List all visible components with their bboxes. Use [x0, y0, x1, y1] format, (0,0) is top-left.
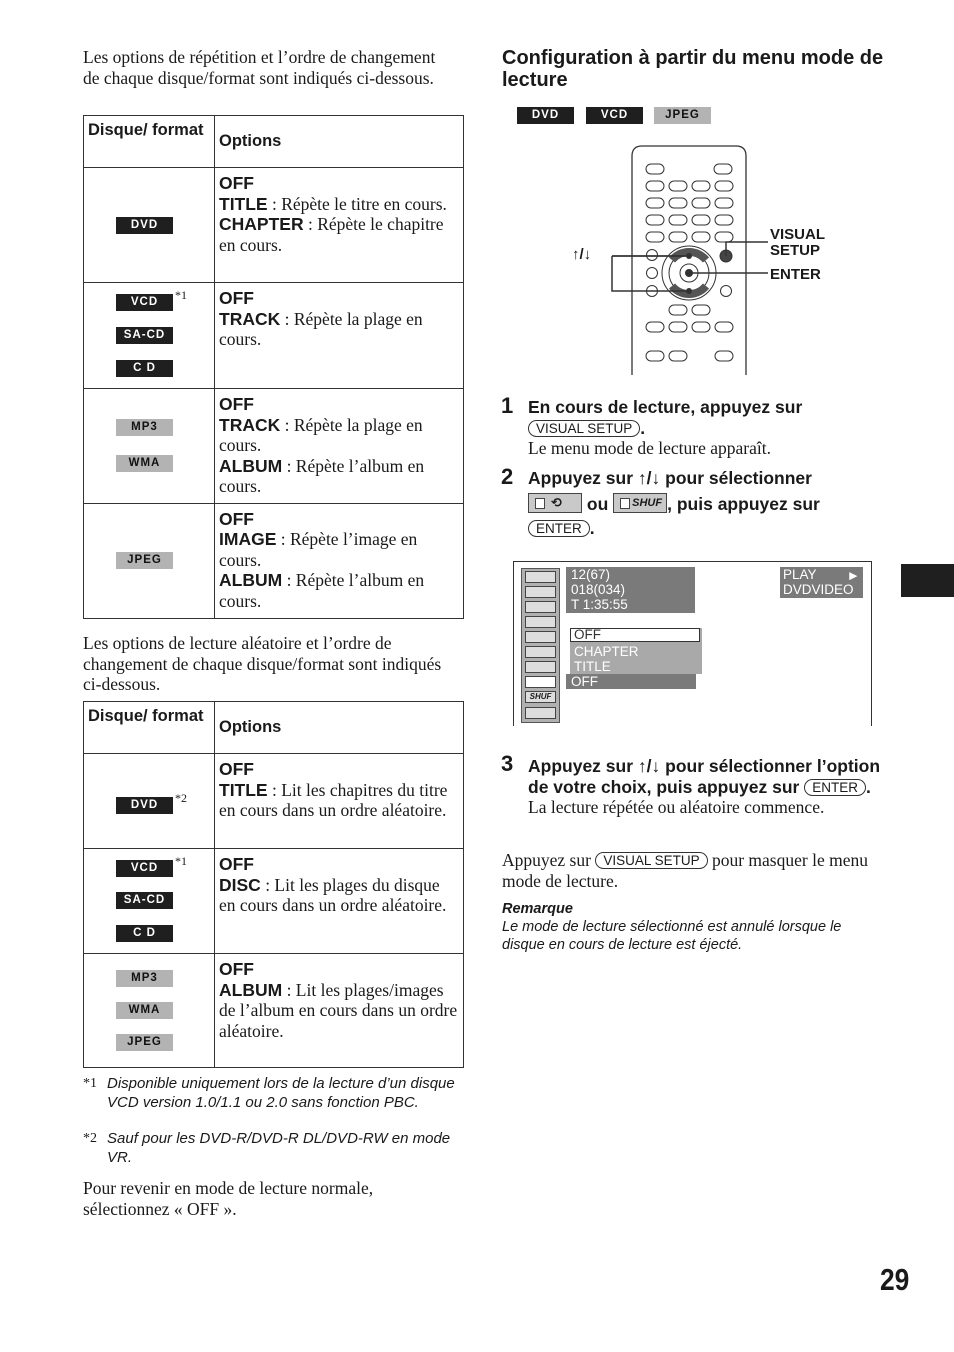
footnote — [83, 1075, 473, 1112]
disc-type: DVDVIDEO — [783, 582, 854, 597]
option-keyword: ALBUM — [219, 979, 283, 1000]
sacd-badge: SA-CD — [116, 892, 173, 909]
play-status-box — [780, 567, 863, 598]
option-keyword: TITLE — [219, 779, 268, 800]
setup-label: SETUP — [770, 242, 821, 259]
step-3 — [528, 756, 888, 818]
footnote-ref: *1 — [175, 288, 187, 302]
footnote-text: Sauf pour les DVD-R/DVD-R DL/DVD-RW en mode VR. — [107, 1130, 451, 1166]
outro-text: Pour revenir en mode de lecture normale, sélectionnez « OFF ». — [83, 1178, 374, 1219]
option-keyword: OFF — [219, 854, 254, 874]
repeat-glyph-icon: ⟲ — [551, 494, 562, 510]
audio-icon — [525, 616, 556, 628]
time-icon — [525, 601, 556, 613]
step-2 — [528, 468, 898, 539]
table-header-format: Disque/ format — [84, 116, 215, 168]
mp3-badge: MP3 — [116, 970, 173, 987]
remark-title: Remarque — [502, 901, 573, 917]
option-description: : Répète l’album en cours. — [219, 570, 425, 611]
shuf-label: SHUF — [632, 496, 663, 509]
step-1 — [528, 397, 888, 459]
visual-setup-label — [770, 227, 825, 259]
options-cell — [215, 168, 464, 283]
jpeg-badge: JPEG — [116, 552, 173, 569]
settings-icon — [525, 707, 556, 719]
option-description: : Lit les plages/images de l’album en cours dans un ordre aléatoire. — [219, 979, 458, 1041]
disc-icon — [525, 571, 556, 583]
info-box — [566, 567, 695, 613]
table-row — [84, 168, 464, 283]
format-cell — [84, 168, 215, 283]
hide-menu-text — [502, 850, 882, 891]
step-2-text-c: , puis appuyez sur — [667, 493, 820, 514]
chapter-counter: 018(034) — [571, 582, 626, 597]
play-mode-screen — [513, 561, 872, 726]
current-repeat-value: OFF — [566, 674, 696, 689]
vcd-badge: VCD — [116, 860, 173, 877]
option-keyword: DISC — [219, 874, 261, 895]
shuffle-options-table — [83, 701, 464, 1068]
option-keyword: TRACK — [219, 414, 281, 435]
menu-item-chapter[interactable]: CHAPTER — [574, 644, 639, 659]
option-description: : Lit les chapitres du titre en cours dans un ordre aléatoire. — [219, 779, 448, 820]
step-number: 2 — [501, 464, 514, 489]
option-description: : Répète le chapitre en cours. — [219, 214, 444, 255]
remark — [502, 900, 887, 954]
subtitle-icon — [525, 631, 556, 643]
page-tab-marker — [901, 564, 954, 597]
visual-setup-button[interactable]: VISUAL SETUP — [528, 420, 640, 437]
table-row — [84, 849, 464, 954]
options-cell — [215, 389, 464, 504]
option-keyword: OFF — [219, 173, 254, 193]
visual-setup-button[interactable]: VISUAL SETUP — [595, 852, 707, 869]
format-cell — [84, 283, 215, 389]
angle-icon — [525, 646, 556, 658]
step-1-text: En cours de lecture, appuyez sur — [528, 397, 803, 417]
dvd-badge: DVD — [116, 797, 173, 814]
cd-badge: C D — [116, 925, 173, 942]
menu-item-title[interactable]: TITLE — [574, 659, 611, 674]
step-3-tail: . — [865, 776, 871, 797]
page-number: 29 — [880, 1262, 910, 1297]
vcd-badge: VCD — [116, 294, 173, 311]
vcd-badge: VCD — [586, 107, 643, 124]
jpeg-badge: JPEG — [116, 1034, 173, 1051]
option-keyword: OFF — [219, 508, 254, 529]
shuffle-icon — [613, 493, 667, 513]
option-description: : Répète la plage en cours. — [219, 308, 423, 349]
menu-item-off[interactable]: OFF — [570, 628, 700, 642]
table-row — [84, 389, 464, 504]
option-keyword: ALBUM — [219, 455, 283, 476]
step-3-sub: La lecture répétée ou aléatoire commence. — [528, 797, 825, 817]
repeat-icon — [528, 493, 582, 513]
remark-text: Le mode de lecture sélectionné est annulé lorsque le disque en cours de lecture est éjecté. — [502, 919, 842, 953]
jpeg-badge: JPEG — [654, 107, 711, 124]
title-icon — [525, 586, 556, 598]
table-row — [84, 283, 464, 389]
updown-arrows-label: ↑/↓ — [572, 246, 592, 263]
intro-repeat: Les options de répétition et l’ordre de changement de chaque disque/format sont indiqués ci-dessous. — [83, 47, 436, 88]
option-keyword: OFF — [219, 288, 254, 308]
shuffle-icon: SHUF — [525, 691, 556, 703]
step-2-tail: . — [589, 518, 595, 538]
options-cell — [215, 283, 464, 389]
step-1-tail: . — [640, 417, 646, 438]
repeat-icon — [525, 676, 556, 688]
footnote-mark: *2 — [83, 1131, 97, 1146]
option-description: : Répète l’image en cours. — [219, 529, 418, 570]
option-description: : Répète la plage en cours. — [219, 414, 423, 455]
format-cell — [84, 954, 215, 1068]
footnote-ref: *1 — [175, 854, 187, 868]
mp3-badge: MP3 — [116, 419, 173, 436]
option-keyword: OFF — [219, 394, 254, 414]
step-3-text-a: Appuyez sur — [528, 756, 634, 776]
checkbox-icon — [535, 498, 545, 509]
table-row — [84, 754, 464, 849]
enter-button[interactable]: ENTER — [804, 779, 866, 796]
enter-button[interactable]: ENTER — [528, 520, 590, 537]
step-3-text-b: pour sélectionner l’option de votre choix, puis appuyez sur — [528, 756, 881, 797]
hide-text-b: pour masquer le menu mode de lecture. — [502, 850, 868, 891]
option-keyword: CHAPTER — [219, 214, 304, 234]
table-row — [84, 954, 464, 1068]
option-keyword: OFF — [219, 759, 254, 779]
dvd-badge: DVD — [116, 217, 173, 234]
footnote-mark: *1 — [83, 1076, 97, 1091]
options-cell — [215, 754, 464, 849]
time-readout: T 1:35:55 — [571, 597, 628, 612]
format-cell — [84, 389, 215, 504]
option-keyword: TITLE — [219, 193, 268, 214]
footnote-ref: *2 — [175, 791, 187, 805]
dvd-badge: DVD — [517, 107, 574, 124]
step-1-sub: Le menu mode de lecture apparaît. — [528, 438, 771, 458]
or-text: ou — [586, 493, 609, 514]
visual-label: VISUAL — [770, 226, 826, 243]
title-counter: 12(67) — [571, 567, 611, 582]
table-header-options: Options — [215, 702, 464, 754]
option-keyword: IMAGE — [219, 529, 277, 549]
footnote — [83, 1130, 473, 1167]
checkbox-icon — [620, 498, 630, 509]
updown-leader — [600, 250, 700, 300]
intro-shuffle: Les options de lecture aléatoire et l’ordre de changement de chaque disque/format sont indiqués ci-dessous. — [83, 633, 442, 694]
option-keyword: ALBUM — [219, 570, 283, 590]
options-cell — [215, 849, 464, 954]
table-header-options: Options — [215, 116, 464, 168]
table-row — [84, 503, 464, 618]
option-keyword: OFF — [219, 959, 254, 979]
wma-badge: WMA — [116, 1002, 173, 1019]
step-2-text-b: pour sélectionner — [660, 468, 812, 488]
wma-badge: WMA — [116, 455, 173, 472]
step-number: 1 — [501, 393, 514, 418]
option-description: : Répète le titre en cours. — [267, 193, 447, 214]
option-description: : Répète l’album en cours. — [219, 455, 425, 496]
option-description: : Lit les plages du disque en cours dans un ordre aléatoire. — [219, 874, 447, 915]
sacd-badge: SA-CD — [116, 327, 173, 344]
step-2-text-a: Appuyez sur — [528, 468, 634, 488]
options-cell — [215, 503, 464, 618]
updown-arrows: ↑/↓ — [637, 756, 661, 776]
step-number: 3 — [501, 751, 514, 776]
repeat-options-table — [83, 115, 464, 619]
footnote-text: Disponible uniquement lors de la lecture d’un disque VCD version 1.0/1.1 ou 2.0 sans fonction PBC. — [107, 1075, 455, 1111]
format-cell — [84, 754, 215, 849]
cd-badge: C D — [116, 360, 173, 377]
updown-arrows: ↑/↓ — [637, 468, 661, 488]
format-cell — [84, 849, 215, 954]
options-cell — [215, 954, 464, 1068]
hide-text-a: Appuyez sur — [502, 850, 591, 870]
section-title: Configuration à partir du menu mode de lecture — [502, 47, 884, 91]
play-icon: ► — [846, 568, 860, 583]
table-header-format: Disque/ format — [84, 702, 215, 754]
enter-label: ENTER — [770, 266, 821, 283]
option-keyword: TRACK — [219, 308, 281, 329]
zoom-icon — [525, 661, 556, 673]
format-cell — [84, 503, 215, 618]
play-status: PLAY ► — [783, 567, 860, 583]
